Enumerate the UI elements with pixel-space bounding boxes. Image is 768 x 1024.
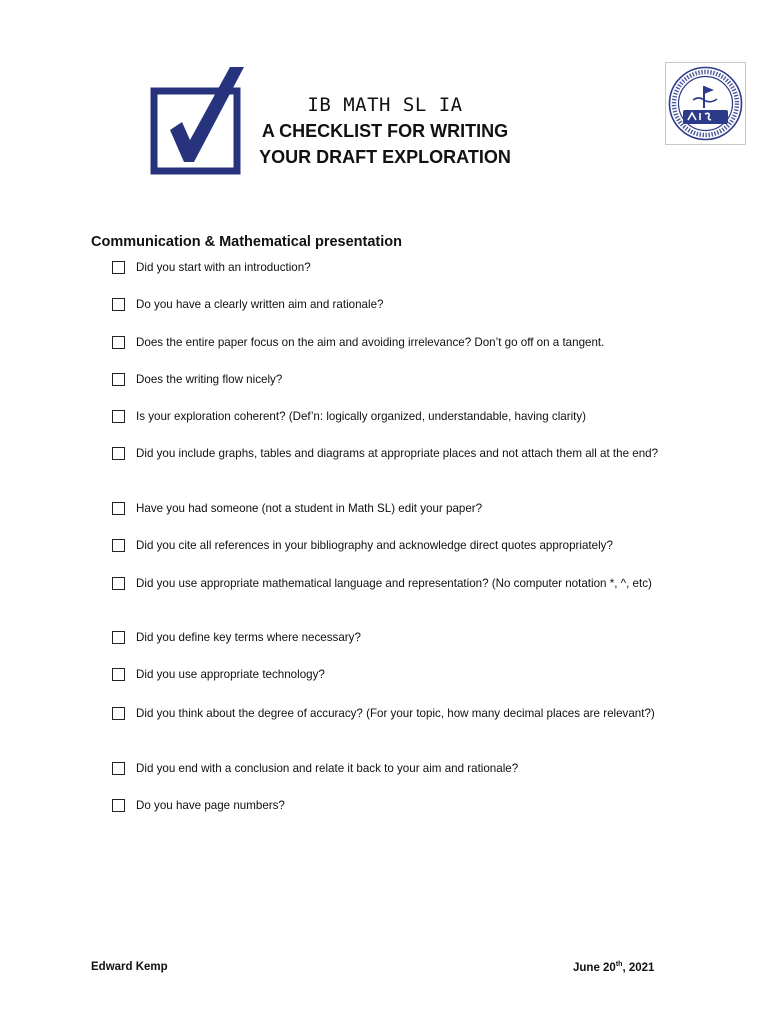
footer-date xyxy=(573,961,654,974)
footer-date-prefix: June 20 xyxy=(573,961,616,974)
footer-date-year: , 2021 xyxy=(622,961,655,974)
checklist-item xyxy=(112,705,692,722)
title-exploration: YOUR DRAFT EXPLORATION xyxy=(259,147,511,167)
checklist-item xyxy=(112,575,692,592)
checklist-item-text: Did you include graphs, tables and diagrams at appropriate places and not attach them all at the end? xyxy=(136,447,659,460)
title-checklist: A CHECKLIST FOR WRITING xyxy=(261,121,509,141)
checkbox[interactable] xyxy=(112,410,125,423)
checklist-item-text: Did you think about the degree of accuracy? (For your topic, how many decimal places are relevant?) xyxy=(136,707,655,720)
checklist-item xyxy=(112,666,692,683)
checklist-item xyxy=(112,445,692,462)
checklist-item xyxy=(112,760,692,777)
checkbox[interactable] xyxy=(112,707,125,720)
checklist-item-text: Did you start with an introduction? xyxy=(136,261,311,274)
checklist-item xyxy=(112,500,692,517)
checklist-item-text: Have you had someone (not a student in Math SL) edit your paper? xyxy=(136,502,483,515)
footer-date-suffix: th xyxy=(615,961,623,968)
section-heading: Communication & Mathematical presentation xyxy=(91,234,402,250)
checkbox[interactable] xyxy=(112,577,125,590)
checklist-item xyxy=(112,334,692,351)
checklist-item xyxy=(112,537,692,554)
checklist-item-text: Did you end with a conclusion and relate it back to your aim and rationale? xyxy=(136,762,519,775)
checklist-item xyxy=(112,371,692,388)
checklist-item-text: Do you have page numbers? xyxy=(136,799,285,812)
checklist-item xyxy=(112,629,692,646)
checkbox[interactable] xyxy=(112,336,125,349)
checkbox[interactable] xyxy=(112,447,125,460)
checkbox[interactable] xyxy=(112,261,125,274)
school-seal-icon xyxy=(665,62,746,145)
checklist-item-text: Does the writing flow nicely? xyxy=(136,373,283,386)
checkbox[interactable] xyxy=(112,373,125,386)
checkbox[interactable] xyxy=(112,762,125,775)
footer-author: Edward Kemp xyxy=(91,961,168,973)
checkbox[interactable] xyxy=(112,668,125,681)
checklist-item xyxy=(112,797,692,814)
checkbox[interactable] xyxy=(112,298,125,311)
checkbox[interactable] xyxy=(112,502,125,515)
checklist-item-text: Did you use appropriate technology? xyxy=(136,668,325,681)
checklist-item-text: Is your exploration coherent? (Def’n: logically organized, understandable, having clarity) xyxy=(136,410,587,423)
checklist-item-text: Do you have a clearly written aim and rationale? xyxy=(136,298,384,311)
checkbox[interactable] xyxy=(112,799,125,812)
title-block xyxy=(230,92,540,170)
checklist-item xyxy=(112,408,692,425)
checklist-item-text: Does the entire paper focus on the aim and avoiding irrelevance? Don’t go off on a tangent. xyxy=(136,336,605,349)
title-course: IB MATH SL IA xyxy=(307,94,463,116)
checklist-item xyxy=(112,296,692,313)
checklist-item-text: Did you cite all references in your bibliography and acknowledge direct quotes appropriately? xyxy=(136,539,613,552)
checkbox[interactable] xyxy=(112,631,125,644)
checklist-item-text: Did you use appropriate mathematical language and representation? (No computer notation *, ^, etc) xyxy=(136,577,652,590)
checklist-item xyxy=(112,259,692,276)
checklist-item-text: Did you define key terms where necessary? xyxy=(136,631,361,644)
checkbox[interactable] xyxy=(112,539,125,552)
